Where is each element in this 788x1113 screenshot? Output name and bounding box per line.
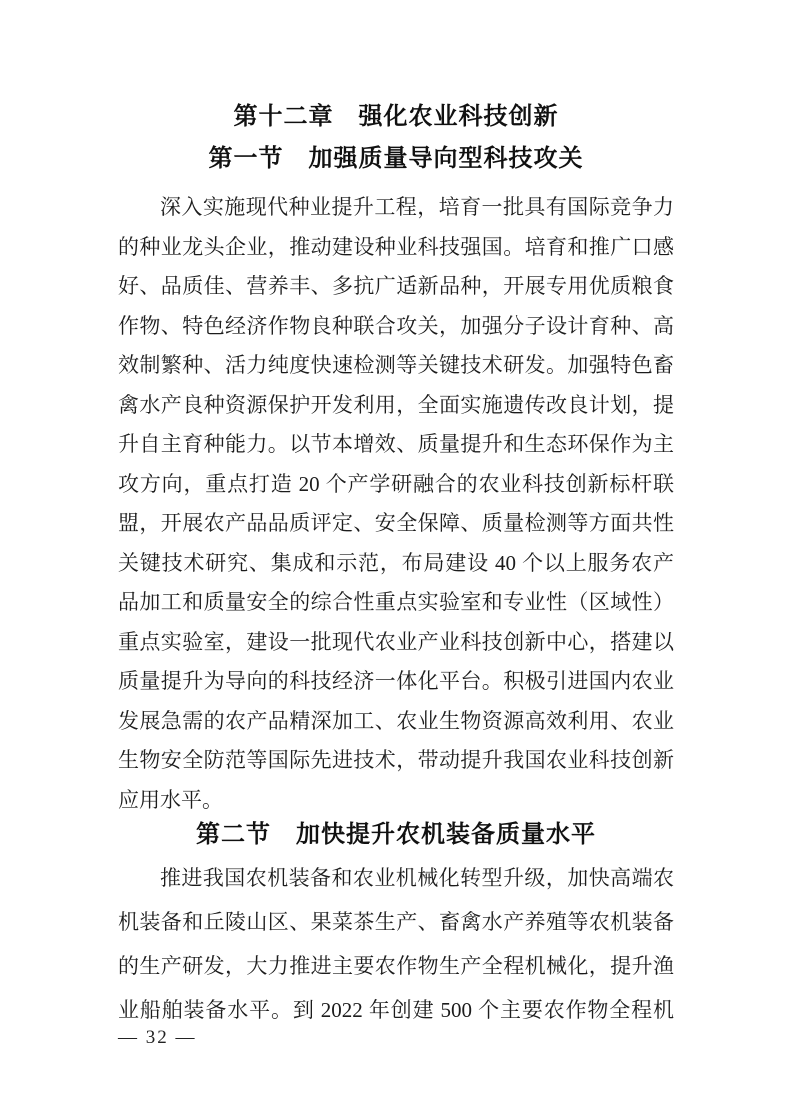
page-number: — 32 — bbox=[118, 1027, 197, 1048]
text-line: 重点实验室，建设一批现代农业产业科技创新中心，搭建以 bbox=[118, 629, 674, 654]
text-line: 机装备和丘陵山区、果菜茶生产、畜禽水产养殖等农机装备 bbox=[118, 910, 674, 934]
text-line: 作物、特色经济作物良种联合攻关，加强分子设计育种、高 bbox=[118, 313, 674, 338]
text-line: 禽水产良种资源保护开发利用，全面实施遗传改良计划，提 bbox=[118, 392, 674, 417]
text-line: 发展急需的农产品精深加工、农业生物资源高效利用、农业 bbox=[118, 708, 674, 733]
text-line: 应用水平。 bbox=[118, 787, 223, 812]
page-footer bbox=[118, 1026, 197, 1050]
text-line: 深入实施现代种业提升工程，培育一批具有国际竞争力 bbox=[160, 195, 674, 219]
text-line: 盟，开展农产品品质评定、安全保障、质量检测等方面共性 bbox=[118, 511, 674, 535]
text-line: 的生产研发，大力推进主要农作物生产全程机械化，提升渔 bbox=[118, 954, 674, 978]
section-2-heading: 第二节 加快提升农机装备质量水平 bbox=[196, 822, 596, 848]
chapter-title: 第十二章 强化农业科技创新 bbox=[233, 103, 559, 130]
text-line: 关键技术研究、集成和示范，布局建设 40 个以上服务农产 bbox=[118, 550, 674, 575]
text-line: 的种业龙头企业，推动建设种业科技强国。培育和推广口感 bbox=[118, 234, 674, 259]
section-1-paragraph bbox=[118, 188, 674, 820]
text-line: 品加工和质量安全的综合性重点实验室和专业性（区域性） bbox=[118, 590, 674, 614]
text-line: 升自主育种能力。以节本增效、质量提升和生态环保作为主 bbox=[118, 432, 674, 456]
section-1-heading: 第一节 加强质量导向型科技攻关 bbox=[208, 146, 584, 172]
text-line: 好、品质佳、营养丰、多抗广适新品种，开展专用优质粮食 bbox=[118, 274, 674, 298]
text-line: 质量提升为导向的科技经济一体化平台。积极引进国内农业 bbox=[118, 669, 674, 693]
section-2-paragraph bbox=[118, 856, 674, 1032]
text-line: 生物安全防范等国际先进技术，带动提升我国农业科技创新 bbox=[118, 748, 674, 772]
text-line: 效制繁种、活力纯度快速检测等关键技术研发。加强特色畜 bbox=[118, 353, 674, 377]
text-line: 攻方向，重点打造 20 个产学研融合的农业科技创新标杆联 bbox=[118, 471, 674, 496]
text-line: 推进我国农机装备和农业机械化转型升级，加快高端农 bbox=[160, 866, 674, 890]
text-line: 业船舶装备水平。到 2022 年创建 500 个主要农作物全程机 bbox=[118, 998, 674, 1022]
